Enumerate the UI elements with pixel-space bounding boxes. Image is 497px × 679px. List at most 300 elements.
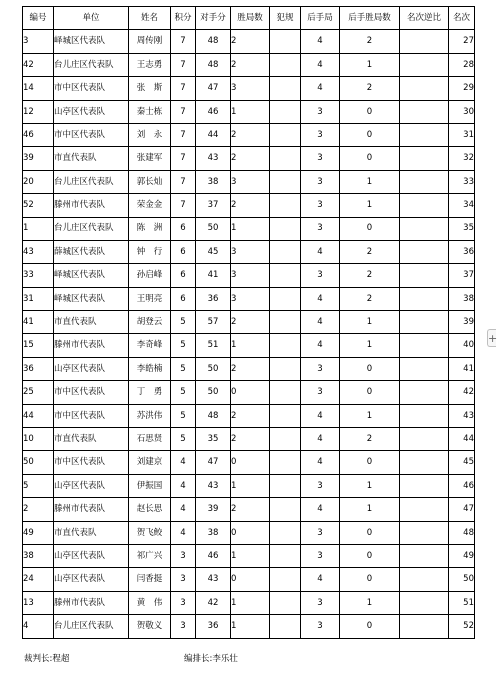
cell-second-wins: 0 — [340, 381, 400, 404]
cell-second-games: 3 — [301, 123, 340, 146]
cell-rank-reverse — [400, 194, 449, 217]
cell-opponent-score: 51 — [196, 334, 231, 357]
table-row — [23, 404, 475, 427]
cell-second-games: 3 — [301, 591, 340, 614]
cell-wins: 2 — [231, 357, 270, 380]
cell-name: 刘 永 — [129, 123, 171, 146]
cell-points: 5 — [171, 381, 196, 404]
cell-second-wins: 2 — [340, 264, 400, 287]
cell-points: 6 — [171, 240, 196, 263]
table-row — [23, 53, 475, 76]
cell-rank: 48 — [449, 521, 475, 544]
cell-second-games: 4 — [301, 240, 340, 263]
cell-rank-reverse — [400, 217, 449, 240]
table-row — [23, 217, 475, 240]
table-row — [23, 170, 475, 193]
cell-rank: 28 — [449, 53, 475, 76]
cell-fouls — [270, 287, 301, 310]
cell-unit: 滕州市代表队 — [54, 194, 129, 217]
cell-points: 3 — [171, 615, 196, 638]
cell-points: 7 — [171, 30, 196, 53]
cell-unit: 台儿庄区代表队 — [54, 170, 129, 193]
cell-wins: 3 — [231, 170, 270, 193]
cell-second-wins: 2 — [340, 240, 400, 263]
cell-points: 4 — [171, 521, 196, 544]
cell-name: 陈 洲 — [129, 217, 171, 240]
cell-number: 1 — [23, 217, 54, 240]
table-row — [23, 147, 475, 170]
cell-unit: 山亭区代表队 — [54, 474, 129, 497]
cell-wins: 3 — [231, 77, 270, 100]
cell-unit: 台儿庄区代表队 — [54, 217, 129, 240]
cell-second-wins: 0 — [340, 544, 400, 567]
cell-fouls — [270, 404, 301, 427]
cell-fouls — [270, 357, 301, 380]
cell-second-games: 3 — [301, 264, 340, 287]
cell-second-wins: 1 — [340, 498, 400, 521]
cell-fouls — [270, 428, 301, 451]
cell-opponent-score: 38 — [196, 170, 231, 193]
cell-opponent-score: 41 — [196, 264, 231, 287]
cell-number: 46 — [23, 123, 54, 146]
table-row — [23, 77, 475, 100]
cell-points: 7 — [171, 170, 196, 193]
cell-rank-reverse — [400, 147, 449, 170]
cell-rank-reverse — [400, 428, 449, 451]
cell-name: 荣金金 — [129, 194, 171, 217]
cell-second-games: 3 — [301, 381, 340, 404]
cell-wins: 1 — [231, 474, 270, 497]
cell-second-wins: 0 — [340, 147, 400, 170]
cell-wins: 2 — [231, 498, 270, 521]
cell-rank-reverse — [400, 53, 449, 76]
cell-unit: 峄城区代表队 — [54, 264, 129, 287]
cell-second-wins: 1 — [340, 194, 400, 217]
cell-rank: 38 — [449, 287, 475, 310]
cell-opponent-score: 43 — [196, 147, 231, 170]
cell-rank: 43 — [449, 404, 475, 427]
cell-opponent-score: 36 — [196, 615, 231, 638]
add-icon[interactable]: + — [487, 329, 496, 347]
cell-name: 郭长灿 — [129, 170, 171, 193]
cell-second-wins: 0 — [340, 615, 400, 638]
cell-unit: 市直代表队 — [54, 311, 129, 334]
cell-number: 33 — [23, 264, 54, 287]
cell-points: 3 — [171, 568, 196, 591]
cell-wins: 3 — [231, 264, 270, 287]
cell-opponent-score: 46 — [196, 544, 231, 567]
cell-unit: 山亭区代表队 — [54, 544, 129, 567]
cell-second-wins: 2 — [340, 428, 400, 451]
header-rank: 名次 — [449, 7, 475, 30]
table-row — [23, 357, 475, 380]
cell-rank: 40 — [449, 334, 475, 357]
cell-points: 6 — [171, 217, 196, 240]
cell-name: 周传刚 — [129, 30, 171, 53]
cell-second-wins: 1 — [340, 404, 400, 427]
cell-fouls — [270, 334, 301, 357]
cell-fouls — [270, 240, 301, 263]
cell-unit: 台儿庄区代表队 — [54, 615, 129, 638]
cell-second-wins: 0 — [340, 123, 400, 146]
cell-second-games: 4 — [301, 77, 340, 100]
cell-rank-reverse — [400, 615, 449, 638]
cell-name: 刘建京 — [129, 451, 171, 474]
cell-rank: 39 — [449, 311, 475, 334]
cell-number: 13 — [23, 591, 54, 614]
cell-opponent-score: 57 — [196, 311, 231, 334]
cell-name: 闫香挺 — [129, 568, 171, 591]
cell-second-games: 4 — [301, 428, 340, 451]
cell-number: 12 — [23, 100, 54, 123]
cell-rank: 31 — [449, 123, 475, 146]
cell-number: 2 — [23, 498, 54, 521]
cell-rank: 32 — [449, 147, 475, 170]
cell-points: 5 — [171, 404, 196, 427]
table-row — [23, 30, 475, 53]
chief-referee-signature: 裁判长:程超 — [24, 654, 70, 664]
table-row — [23, 240, 475, 263]
cell-second-games: 4 — [301, 287, 340, 310]
table-row — [23, 474, 475, 497]
cell-unit: 薛城区代表队 — [54, 240, 129, 263]
cell-name: 贺敬义 — [129, 615, 171, 638]
header-rank-reverse: 名次逆比 — [400, 7, 449, 30]
cell-fouls — [270, 474, 301, 497]
cell-rank-reverse — [400, 357, 449, 380]
cell-second-games: 3 — [301, 217, 340, 240]
cell-second-games: 4 — [301, 404, 340, 427]
cell-number: 4 — [23, 615, 54, 638]
cell-name: 秦士栋 — [129, 100, 171, 123]
cell-rank: 47 — [449, 498, 475, 521]
cell-number: 36 — [23, 357, 54, 380]
cell-wins: 0 — [231, 568, 270, 591]
cell-fouls — [270, 194, 301, 217]
cell-rank-reverse — [400, 123, 449, 146]
cell-name: 黄 伟 — [129, 591, 171, 614]
cell-opponent-score: 50 — [196, 217, 231, 240]
cell-unit: 山亭区代表队 — [54, 357, 129, 380]
cell-rank-reverse — [400, 404, 449, 427]
cell-number: 3 — [23, 30, 54, 53]
cell-second-wins: 1 — [340, 591, 400, 614]
cell-unit: 滕州市代表队 — [54, 498, 129, 521]
cell-wins: 1 — [231, 615, 270, 638]
cell-rank: 45 — [449, 451, 475, 474]
cell-second-games: 4 — [301, 498, 340, 521]
table-row — [23, 568, 475, 591]
cell-rank-reverse — [400, 30, 449, 53]
cell-unit: 滕州市代表队 — [54, 591, 129, 614]
cell-wins: 0 — [231, 451, 270, 474]
cell-name: 贺飞鲛 — [129, 521, 171, 544]
cell-fouls — [270, 53, 301, 76]
cell-unit: 市直代表队 — [54, 147, 129, 170]
cell-number: 49 — [23, 521, 54, 544]
cell-rank: 29 — [449, 77, 475, 100]
cell-fouls — [270, 498, 301, 521]
cell-rank: 49 — [449, 544, 475, 567]
header-opponent-score: 对手分 — [196, 7, 231, 30]
cell-second-wins: 0 — [340, 217, 400, 240]
cell-rank: 52 — [449, 615, 475, 638]
cell-rank-reverse — [400, 287, 449, 310]
cell-opponent-score: 48 — [196, 53, 231, 76]
cell-second-wins: 0 — [340, 451, 400, 474]
cell-number: 38 — [23, 544, 54, 567]
cell-wins: 2 — [231, 404, 270, 427]
cell-fouls — [270, 77, 301, 100]
cell-opponent-score: 38 — [196, 521, 231, 544]
cell-second-wins: 1 — [340, 474, 400, 497]
cell-second-games: 3 — [301, 170, 340, 193]
cell-unit: 市直代表队 — [54, 521, 129, 544]
header-unit: 单位 — [54, 7, 129, 30]
cell-fouls — [270, 264, 301, 287]
table-row — [23, 311, 475, 334]
cell-number: 5 — [23, 474, 54, 497]
cell-second-games: 4 — [301, 53, 340, 76]
cell-second-games: 3 — [301, 147, 340, 170]
cell-rank: 44 — [449, 428, 475, 451]
cell-number: 15 — [23, 334, 54, 357]
cell-points: 6 — [171, 264, 196, 287]
cell-name: 王明亮 — [129, 287, 171, 310]
header-name: 姓名 — [129, 7, 171, 30]
cell-second-wins: 1 — [340, 53, 400, 76]
cell-points: 7 — [171, 123, 196, 146]
table-row — [23, 194, 475, 217]
cell-wins: 2 — [231, 123, 270, 146]
cell-name: 王志勇 — [129, 53, 171, 76]
cell-number: 24 — [23, 568, 54, 591]
cell-unit: 市中区代表队 — [54, 404, 129, 427]
cell-number: 42 — [23, 53, 54, 76]
cell-points: 5 — [171, 334, 196, 357]
cell-second-games: 4 — [301, 334, 340, 357]
cell-rank-reverse — [400, 451, 449, 474]
cell-rank: 27 — [449, 30, 475, 53]
cell-opponent-score: 50 — [196, 357, 231, 380]
cell-points: 7 — [171, 147, 196, 170]
cell-number: 39 — [23, 147, 54, 170]
cell-name: 丁 勇 — [129, 381, 171, 404]
cell-wins: 0 — [231, 381, 270, 404]
cell-points: 3 — [171, 544, 196, 567]
cell-opponent-score: 47 — [196, 77, 231, 100]
standings-table — [22, 6, 475, 639]
cell-opponent-score: 43 — [196, 568, 231, 591]
cell-rank-reverse — [400, 544, 449, 567]
cell-fouls — [270, 147, 301, 170]
cell-fouls — [270, 30, 301, 53]
cell-rank-reverse — [400, 474, 449, 497]
cell-name: 苏洪伟 — [129, 404, 171, 427]
cell-opponent-score: 42 — [196, 591, 231, 614]
cell-wins: 2 — [231, 194, 270, 217]
table-header-row — [23, 7, 475, 30]
header-points: 积分 — [171, 7, 196, 30]
table-row — [23, 381, 475, 404]
cell-wins: 2 — [231, 53, 270, 76]
cell-points: 5 — [171, 311, 196, 334]
cell-points: 4 — [171, 474, 196, 497]
cell-opponent-score: 48 — [196, 30, 231, 53]
cell-second-wins: 0 — [340, 100, 400, 123]
cell-second-games: 3 — [301, 100, 340, 123]
cell-fouls — [270, 615, 301, 638]
cell-fouls — [270, 568, 301, 591]
cell-points: 7 — [171, 100, 196, 123]
cell-fouls — [270, 311, 301, 334]
cell-name: 祁广兴 — [129, 544, 171, 567]
cell-second-games: 3 — [301, 357, 340, 380]
cell-name: 孙启峰 — [129, 264, 171, 287]
cell-rank: 36 — [449, 240, 475, 263]
cell-rank: 37 — [449, 264, 475, 287]
header-second-wins: 后手胜局数 — [340, 7, 400, 30]
cell-second-games: 3 — [301, 474, 340, 497]
cell-wins: 2 — [231, 30, 270, 53]
cell-unit: 市中区代表队 — [54, 451, 129, 474]
cell-name: 张建军 — [129, 147, 171, 170]
cell-fouls — [270, 381, 301, 404]
cell-rank: 46 — [449, 474, 475, 497]
table-row — [23, 498, 475, 521]
cell-opponent-score: 35 — [196, 428, 231, 451]
cell-opponent-score: 50 — [196, 381, 231, 404]
cell-second-wins: 1 — [340, 334, 400, 357]
cell-name: 李皓楠 — [129, 357, 171, 380]
scheduler-signature: 编排长:李乐壮 — [184, 654, 238, 664]
cell-wins: 2 — [231, 428, 270, 451]
cell-number: 43 — [23, 240, 54, 263]
cell-rank: 34 — [449, 194, 475, 217]
cell-points: 7 — [171, 77, 196, 100]
table-row — [23, 287, 475, 310]
cell-fouls — [270, 521, 301, 544]
cell-rank: 41 — [449, 357, 475, 380]
cell-rank-reverse — [400, 240, 449, 263]
cell-name: 石思贤 — [129, 428, 171, 451]
cell-points: 6 — [171, 287, 196, 310]
table-row — [23, 615, 475, 638]
cell-second-games: 4 — [301, 311, 340, 334]
cell-name: 胡登云 — [129, 311, 171, 334]
cell-rank-reverse — [400, 334, 449, 357]
cell-rank: 51 — [449, 591, 475, 614]
cell-rank-reverse — [400, 100, 449, 123]
cell-opponent-score: 39 — [196, 498, 231, 521]
cell-fouls — [270, 591, 301, 614]
cell-unit: 峄城区代表队 — [54, 287, 129, 310]
cell-points: 3 — [171, 591, 196, 614]
cell-rank-reverse — [400, 591, 449, 614]
cell-second-games: 4 — [301, 451, 340, 474]
cell-wins: 1 — [231, 334, 270, 357]
cell-number: 52 — [23, 194, 54, 217]
cell-rank-reverse — [400, 521, 449, 544]
cell-number: 20 — [23, 170, 54, 193]
table-row — [23, 123, 475, 146]
cell-rank-reverse — [400, 170, 449, 193]
cell-opponent-score: 43 — [196, 474, 231, 497]
cell-rank-reverse — [400, 77, 449, 100]
cell-fouls — [270, 544, 301, 567]
cell-second-wins: 1 — [340, 311, 400, 334]
cell-number: 10 — [23, 428, 54, 451]
cell-unit: 滕州市代表队 — [54, 334, 129, 357]
cell-opponent-score: 45 — [196, 240, 231, 263]
cell-number: 14 — [23, 77, 54, 100]
cell-number: 25 — [23, 381, 54, 404]
cell-rank-reverse — [400, 381, 449, 404]
cell-unit: 峄城区代表队 — [54, 30, 129, 53]
cell-rank-reverse — [400, 498, 449, 521]
cell-wins: 3 — [231, 240, 270, 263]
cell-rank: 35 — [449, 217, 475, 240]
cell-unit: 山亭区代表队 — [54, 100, 129, 123]
cell-wins: 1 — [231, 591, 270, 614]
cell-second-games: 3 — [301, 521, 340, 544]
cell-fouls — [270, 217, 301, 240]
cell-points: 7 — [171, 53, 196, 76]
cell-second-games: 3 — [301, 615, 340, 638]
cell-wins: 1 — [231, 100, 270, 123]
cell-unit: 市中区代表队 — [54, 123, 129, 146]
cell-second-games: 4 — [301, 30, 340, 53]
cell-fouls — [270, 170, 301, 193]
cell-second-wins: 2 — [340, 287, 400, 310]
cell-rank: 42 — [449, 381, 475, 404]
cell-unit: 台儿庄区代表队 — [54, 53, 129, 76]
cell-opponent-score: 47 — [196, 451, 231, 474]
cell-name: 伊振国 — [129, 474, 171, 497]
cell-second-wins: 0 — [340, 357, 400, 380]
cell-number: 44 — [23, 404, 54, 427]
cell-opponent-score: 46 — [196, 100, 231, 123]
cell-second-games: 3 — [301, 194, 340, 217]
table-row — [23, 100, 475, 123]
cell-fouls — [270, 100, 301, 123]
table-body — [23, 30, 475, 638]
cell-fouls — [270, 451, 301, 474]
cell-fouls — [270, 123, 301, 146]
cell-unit: 市直代表队 — [54, 428, 129, 451]
cell-rank-reverse — [400, 311, 449, 334]
cell-wins: 1 — [231, 217, 270, 240]
cell-opponent-score: 48 — [196, 404, 231, 427]
cell-rank: 33 — [449, 170, 475, 193]
cell-unit: 山亭区代表队 — [54, 568, 129, 591]
table-row — [23, 334, 475, 357]
cell-wins: 3 — [231, 287, 270, 310]
header-wins: 胜局数 — [231, 7, 270, 30]
cell-rank-reverse — [400, 264, 449, 287]
cell-number: 50 — [23, 451, 54, 474]
cell-wins: 1 — [231, 544, 270, 567]
cell-points: 5 — [171, 428, 196, 451]
cell-opponent-score: 36 — [196, 287, 231, 310]
table-row — [23, 521, 475, 544]
cell-name: 赵长思 — [129, 498, 171, 521]
header-fouls: 犯规 — [270, 7, 301, 30]
table-row — [23, 264, 475, 287]
cell-second-wins: 0 — [340, 568, 400, 591]
cell-points: 4 — [171, 498, 196, 521]
cell-second-games: 4 — [301, 568, 340, 591]
